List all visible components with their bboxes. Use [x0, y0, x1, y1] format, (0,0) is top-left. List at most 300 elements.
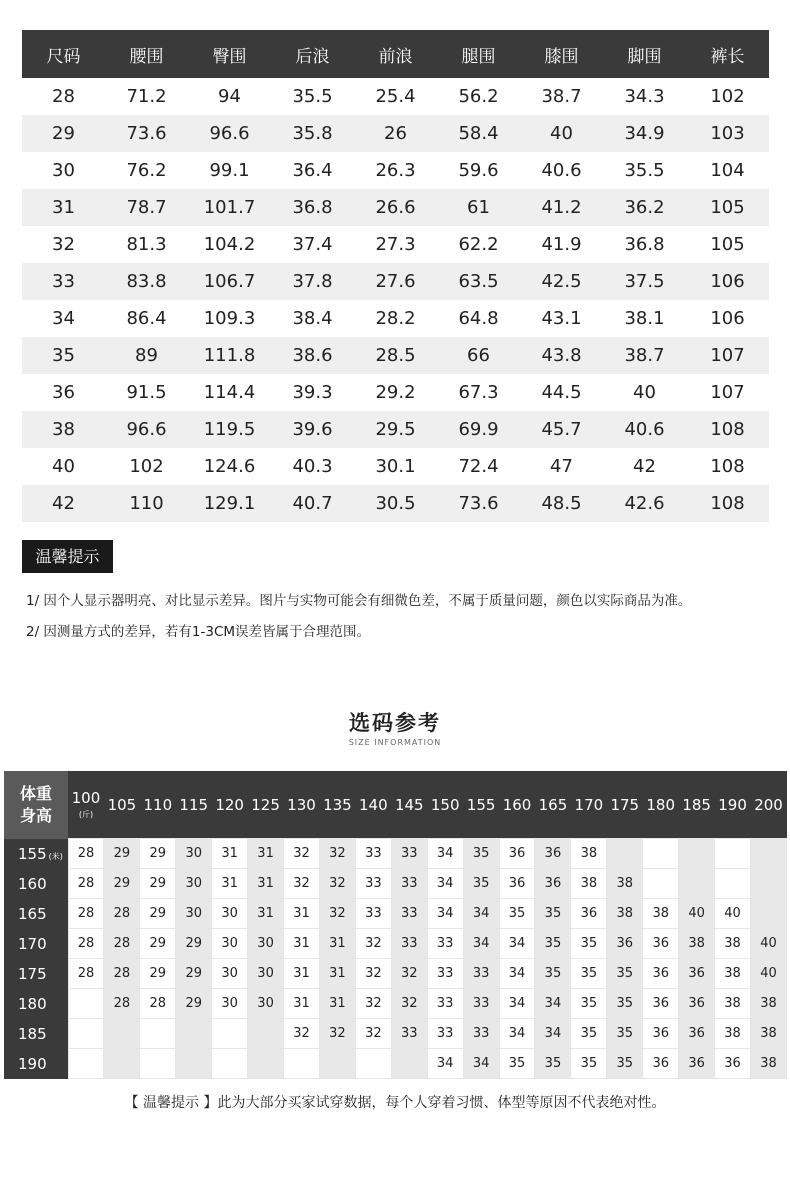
size-chart-cell: 105	[710, 234, 745, 255]
size-chart-cell: 40.3	[292, 456, 333, 477]
weight-header-cell	[284, 771, 320, 839]
weight-unit-label: (斤)	[78, 810, 94, 819]
size-reference-cell: 29	[140, 839, 176, 869]
size-chart-cell: 42.6	[603, 485, 686, 522]
size-reference-cell: 35	[535, 899, 571, 929]
size-reference-cell: 31	[284, 989, 320, 1019]
size-reference-cell	[212, 1019, 248, 1049]
size-reference-cell: 33	[427, 1019, 463, 1049]
weight-value: 130	[287, 795, 316, 814]
weight-header-cell	[571, 771, 607, 839]
size-chart-row	[22, 300, 769, 337]
size-reference-cell: 32	[284, 839, 320, 869]
size-chart-cell: 26.6	[354, 189, 437, 226]
height-row	[4, 869, 787, 899]
size-reference-cell: 30	[248, 929, 284, 959]
size-chart-cell: 29	[22, 115, 105, 152]
size-reference-cell: 30	[248, 959, 284, 989]
size-chart-table	[22, 30, 769, 522]
size-reference-cell: 32	[319, 1019, 355, 1049]
height-value: 165	[18, 904, 47, 923]
size-chart-row	[22, 189, 769, 226]
weight-header-cell	[176, 771, 212, 839]
size-chart-cell: 28.2	[375, 308, 416, 329]
size-reference-cell: 32	[284, 1019, 320, 1049]
size-reference-cell	[751, 899, 787, 929]
height-row	[4, 1049, 787, 1079]
size-chart-cell: 40	[520, 115, 603, 152]
size-chart-cell: 103	[686, 115, 769, 152]
size-reference-cell	[68, 1019, 104, 1049]
weight-value: 110	[143, 795, 173, 814]
size-chart-cell: 38.7	[603, 337, 686, 374]
size-chart-cell: 61	[437, 189, 520, 226]
size-reference-cell: 34	[463, 1049, 499, 1079]
size-chart-cell: 86.4	[126, 308, 167, 329]
size-reference-cell: 33	[391, 929, 427, 959]
weight-value: 185	[682, 795, 711, 814]
weight-value: 145	[394, 795, 424, 814]
size-chart-cell: 66	[437, 337, 520, 374]
height-header-cell	[4, 929, 68, 959]
size-reference-cell: 32	[391, 989, 427, 1019]
size-reference-cell: 35	[607, 1049, 643, 1079]
size-chart-cell: 37.8	[271, 263, 354, 300]
size-chart-cell: 25.4	[375, 86, 416, 107]
weight-height-corner	[4, 771, 68, 839]
size-reference-cell: 34	[499, 929, 535, 959]
size-reference-cell: 30	[212, 899, 248, 929]
size-reference-cell	[643, 839, 679, 869]
size-reference-cell: 38	[751, 1019, 787, 1049]
weight-header-cell	[355, 771, 391, 839]
weight-header-cell	[391, 771, 427, 839]
height-value: 185	[18, 1024, 47, 1043]
size-reference-cell: 28	[68, 899, 104, 929]
size-chart-cell: 56.2	[458, 86, 499, 107]
weight-header-cell	[751, 771, 787, 839]
size-reference-cell: 32	[355, 1019, 391, 1049]
size-chart-header-cell: 腿围	[437, 30, 520, 78]
size-reference-cell: 40	[751, 959, 787, 989]
size-reference-cell: 32	[355, 959, 391, 989]
size-reference-cell: 34	[463, 899, 499, 929]
size-reference-cell: 35	[463, 869, 499, 899]
size-chart-cell: 124.6	[203, 456, 256, 477]
weight-header-cell	[140, 771, 176, 839]
size-reference-cell: 33	[391, 869, 427, 899]
size-chart-cell: 76.2	[126, 160, 167, 181]
size-reference-cell: 28	[68, 839, 104, 869]
weight-header-cell	[715, 771, 751, 839]
size-reference-cell: 36	[679, 1049, 715, 1079]
height-unit-label: (米)	[48, 851, 63, 861]
weight-header-cell	[427, 771, 463, 839]
size-chart-cell: 67.3	[458, 382, 499, 403]
size-chart-header-cell: 脚围	[603, 30, 686, 78]
size-reference-cell: 35	[571, 1049, 607, 1079]
weight-header-cell	[463, 771, 499, 839]
height-row	[4, 899, 787, 929]
size-chart-cell: 73.6	[105, 115, 188, 152]
size-reference-cell: 33	[391, 899, 427, 929]
weight-value: 150	[430, 795, 460, 814]
height-value: 160	[18, 874, 47, 893]
size-chart-cell: 40	[52, 456, 75, 477]
size-reference-cell	[104, 1019, 140, 1049]
size-chart-cell: 26	[354, 115, 437, 152]
size-chart-cell: 101.7	[188, 189, 271, 226]
size-reference-cell: 38	[715, 929, 751, 959]
height-row	[4, 959, 787, 989]
weight-header-cell	[535, 771, 571, 839]
size-chart-cell: 35	[22, 337, 105, 374]
size-reference-cell: 28	[68, 869, 104, 899]
size-chart-cell: 89	[105, 337, 188, 374]
size-reference-cell: 32	[319, 839, 355, 869]
weight-header-cell	[248, 771, 284, 839]
tip-line-2: 2/ 因测量方式的差异，若有1-3CM误差皆属于合理范围。	[26, 624, 371, 640]
size-reference-cell	[679, 839, 715, 869]
size-chart-row	[22, 485, 769, 522]
size-chart-cell: 37.5	[603, 263, 686, 300]
size-reference-cell: 36	[679, 1019, 715, 1049]
size-reference-cell: 38	[715, 1019, 751, 1049]
weight-value: 165	[538, 795, 568, 814]
size-reference-cell: 31	[212, 839, 248, 869]
size-reference-cell	[248, 1049, 284, 1079]
size-reference-cell: 35	[571, 1019, 607, 1049]
size-reference-cell: 38	[715, 989, 751, 1019]
size-chart-row	[22, 448, 769, 485]
size-chart-cell: 104	[710, 160, 745, 181]
size-reference-cell: 36	[607, 929, 643, 959]
size-chart-cell: 114.4	[203, 382, 256, 403]
size-reference-cell	[715, 869, 751, 899]
weight-header-cell	[319, 771, 355, 839]
size-chart-cell: 26.3	[375, 160, 416, 181]
size-chart-header-cell: 臀围	[188, 30, 271, 78]
size-reference-cell	[176, 1019, 212, 1049]
height-row	[4, 929, 787, 959]
size-chart-cell: 34	[52, 308, 75, 329]
size-chart-cell: 32	[52, 234, 75, 255]
size-chart-cell: 78.7	[105, 189, 188, 226]
size-reference-cell: 38	[571, 869, 607, 899]
size-reference-cell: 33	[463, 1019, 499, 1049]
size-chart-cell: 36.8	[624, 234, 665, 255]
size-reference-cell: 31	[248, 899, 284, 929]
size-chart-cell: 108	[686, 485, 769, 522]
size-chart-cell: 91.5	[126, 382, 167, 403]
size-reference-cell	[607, 839, 643, 869]
height-row	[4, 839, 787, 869]
height-row	[4, 989, 787, 1019]
size-chart-cell: 107	[686, 337, 769, 374]
size-reference-cell: 31	[284, 959, 320, 989]
size-chart-cell: 38	[22, 411, 105, 448]
size-reference-cell: 31	[284, 899, 320, 929]
size-reference-cell: 28	[104, 989, 140, 1019]
size-reference-cell: 36	[715, 1049, 751, 1079]
size-reference-cell: 38	[679, 929, 715, 959]
size-reference-cell: 30	[176, 869, 212, 899]
size-chart-cell: 110	[105, 485, 188, 522]
size-reference-cell	[104, 1049, 140, 1079]
size-reference-cell	[176, 1049, 212, 1079]
size-chart-row	[22, 115, 769, 152]
size-chart-header-row	[22, 30, 769, 78]
size-reference-cell: 29	[140, 899, 176, 929]
size-chart-cell: 71.2	[126, 86, 167, 107]
size-reference-cell: 38	[607, 899, 643, 929]
size-chart-cell: 28.5	[354, 337, 437, 374]
size-reference-cell: 33	[391, 1019, 427, 1049]
size-chart-cell: 34.3	[624, 86, 665, 107]
size-reference-cell: 36	[571, 899, 607, 929]
size-reference-cell: 35	[535, 929, 571, 959]
weight-value: 125	[251, 795, 280, 814]
size-reference-cell: 28	[68, 929, 104, 959]
size-chart-cell: 45.7	[520, 411, 603, 448]
size-reference-cell: 36	[535, 869, 571, 899]
size-reference-cell: 36	[679, 989, 715, 1019]
size-reference-cell: 33	[355, 839, 391, 869]
size-reference-cell: 33	[355, 899, 391, 929]
size-chart-cell: 35.5	[624, 160, 665, 181]
size-reference-cell	[679, 869, 715, 899]
size-reference-cell: 33	[463, 959, 499, 989]
size-reference-cell	[248, 1019, 284, 1049]
weight-value: 180	[646, 795, 676, 814]
size-reference-cell: 30	[212, 929, 248, 959]
size-chart-cell: 38.1	[624, 308, 665, 329]
size-chart-cell: 111.8	[188, 337, 271, 374]
size-chart-header-cell: 前浪	[354, 30, 437, 78]
size-reference-cell	[319, 1049, 355, 1079]
size-reference-cell: 32	[319, 899, 355, 929]
size-chart-cell: 38.6	[271, 337, 354, 374]
height-header-cell	[4, 989, 68, 1019]
size-reference-cell: 35	[571, 989, 607, 1019]
size-reference-cell: 35	[499, 899, 535, 929]
size-reference-cell: 35	[535, 1049, 571, 1079]
size-chart-cell: 42	[22, 485, 105, 522]
size-reference-cell: 29	[140, 959, 176, 989]
size-reference-table	[4, 771, 787, 1079]
size-chart-cell: 41.2	[520, 189, 603, 226]
size-reference-cell: 34	[499, 989, 535, 1019]
size-reference-cell: 34	[535, 989, 571, 1019]
size-reference-cell: 31	[284, 929, 320, 959]
weight-header-cell	[104, 771, 140, 839]
size-reference-cell: 38	[571, 839, 607, 869]
size-chart-cell: 33	[22, 263, 105, 300]
size-chart-cell: 96.6	[105, 411, 188, 448]
size-chart-cell: 69.9	[437, 411, 520, 448]
reference-title: 选码参考	[349, 711, 441, 735]
size-reference-cell: 34	[427, 1049, 463, 1079]
size-reference-cell: 35	[463, 839, 499, 869]
weight-value: 175	[610, 795, 640, 814]
size-reference-cell: 33	[355, 869, 391, 899]
size-reference-cell: 33	[391, 839, 427, 869]
size-reference-cell: 33	[463, 989, 499, 1019]
size-chart-cell: 104.2	[203, 234, 256, 255]
weight-value: 155	[466, 795, 496, 814]
size-chart-row	[22, 411, 769, 448]
size-chart-cell: 27.6	[354, 263, 437, 300]
size-chart-cell: 40.6	[541, 160, 582, 181]
size-chart-cell: 36	[52, 382, 75, 403]
size-chart-cell: 30.5	[354, 485, 437, 522]
corner-height-label: 身高	[19, 805, 52, 825]
size-reference-cell: 36	[643, 929, 679, 959]
size-chart-cell: 108	[686, 411, 769, 448]
size-chart-cell: 27.3	[375, 234, 416, 255]
size-reference-cell: 38	[607, 869, 643, 899]
size-reference-cell: 29	[140, 869, 176, 899]
weight-header-cell	[643, 771, 679, 839]
height-header-cell	[4, 839, 68, 869]
size-chart-cell: 73.6	[437, 485, 520, 522]
size-chart-row	[22, 226, 769, 263]
size-chart-row	[22, 152, 769, 189]
size-chart-cell: 129.1	[188, 485, 271, 522]
size-chart-cell: 41.9	[541, 234, 582, 255]
size-reference-cell: 31	[319, 959, 355, 989]
size-reference-cell: 31	[212, 869, 248, 899]
height-value: 170	[18, 934, 47, 953]
height-header-cell	[4, 959, 68, 989]
size-chart-cell: 106	[686, 263, 769, 300]
size-reference-cell: 34	[427, 869, 463, 899]
tips-badge: 温馨提示	[22, 540, 113, 573]
size-reference-cell: 30	[176, 839, 212, 869]
size-reference-cell: 35	[607, 959, 643, 989]
size-reference-cell: 35	[571, 959, 607, 989]
size-chart-cell: 28	[52, 86, 75, 107]
size-reference-cell: 32	[355, 929, 391, 959]
size-reference-cell: 32	[319, 869, 355, 899]
size-chart-cell: 99.1	[209, 160, 250, 181]
size-reference-cell	[140, 1019, 176, 1049]
size-chart-cell: 94	[218, 86, 241, 107]
weight-value: 160	[502, 795, 532, 814]
weight-value: 120	[215, 795, 244, 814]
size-reference-cell: 30	[212, 959, 248, 989]
weight-value: 100	[71, 789, 101, 807]
size-reference-cell: 29	[176, 959, 212, 989]
height-row	[4, 1019, 787, 1049]
size-chart-cell: 36.4	[292, 160, 333, 181]
size-chart-cell: 108	[710, 456, 745, 477]
size-chart-cell: 47	[550, 456, 573, 477]
size-chart-cell: 64.8	[458, 308, 499, 329]
size-chart-cell: 36.8	[271, 189, 354, 226]
size-chart-row	[22, 337, 769, 374]
size-chart-cell: 40.7	[271, 485, 354, 522]
size-chart-cell: 58.4	[437, 115, 520, 152]
size-reference-cell: 31	[248, 869, 284, 899]
corner-weight-label: 体重	[19, 783, 52, 803]
size-reference-cell: 36	[499, 869, 535, 899]
weight-value: 190	[718, 795, 747, 814]
size-reference-cell	[68, 1049, 104, 1079]
size-reference-cell: 35	[535, 959, 571, 989]
size-chart-cell: 42	[633, 456, 656, 477]
size-reference-cell: 31	[248, 839, 284, 869]
size-chart-cell: 30	[52, 160, 75, 181]
size-reference-cell: 33	[427, 959, 463, 989]
size-reference-cell: 29	[176, 929, 212, 959]
size-reference-cell: 38	[751, 989, 787, 1019]
size-chart-cell: 72.4	[458, 456, 499, 477]
tip-line-1: 1/ 因个人显示器明亮、对比显示差异。图片与实物可能会有细微色差，不属于质量问题，颜色以实际商品为准。	[26, 593, 692, 609]
size-reference-cell: 32	[284, 869, 320, 899]
size-chart-cell: 106	[710, 308, 745, 329]
size-reference-cell: 32	[355, 989, 391, 1019]
weight-value: 140	[359, 795, 388, 814]
size-reference-cell	[391, 1049, 427, 1079]
size-reference-cell: 35	[607, 989, 643, 1019]
height-header-cell	[4, 869, 68, 899]
size-chart-cell: 40	[633, 382, 656, 403]
size-chart-cell: 48.5	[520, 485, 603, 522]
size-reference-cell: 40	[679, 899, 715, 929]
weight-value: 105	[107, 795, 137, 814]
size-reference-cell: 29	[104, 869, 140, 899]
weight-header-cell	[679, 771, 715, 839]
height-value: 175	[18, 964, 47, 983]
height-header-cell	[4, 1049, 68, 1079]
size-reference-cell	[140, 1049, 176, 1079]
size-chart-cell: 83.8	[105, 263, 188, 300]
size-reference-cell: 28	[68, 959, 104, 989]
size-reference-cell: 38	[751, 1049, 787, 1079]
size-reference-cell	[68, 989, 104, 1019]
size-reference-cell: 29	[176, 989, 212, 1019]
size-chart-cell: 43.8	[520, 337, 603, 374]
size-reference-cell: 33	[427, 989, 463, 1019]
size-chart-cell: 29.2	[375, 382, 416, 403]
size-chart-cell: 38.4	[292, 308, 333, 329]
size-chart-header-cell: 裤长	[686, 30, 769, 78]
size-reference-cell: 36	[643, 1049, 679, 1079]
height-value: 180	[18, 994, 47, 1013]
size-chart-header-cell: 膝围	[520, 30, 603, 78]
size-reference-cell: 38	[715, 959, 751, 989]
size-chart-cell: 43.1	[541, 308, 582, 329]
size-reference-cell: 40	[751, 929, 787, 959]
size-reference-cell: 31	[319, 929, 355, 959]
size-reference-cell: 29	[140, 929, 176, 959]
size-chart-cell: 109.3	[203, 308, 256, 329]
size-chart-cell: 119.5	[188, 411, 271, 448]
size-reference-cell	[715, 839, 751, 869]
size-reference-cell	[212, 1049, 248, 1079]
weight-header-cell	[68, 771, 104, 839]
size-chart-row	[22, 78, 769, 115]
size-chart-cell: 39.3	[292, 382, 333, 403]
size-chart-cell: 34.9	[603, 115, 686, 152]
size-reference-cell: 36	[643, 1019, 679, 1049]
size-chart-cell: 39.6	[271, 411, 354, 448]
size-reference-cell: 28	[104, 929, 140, 959]
size-chart-cell: 63.5	[437, 263, 520, 300]
size-reference-cell: 36	[679, 959, 715, 989]
size-reference-cell: 40	[715, 899, 751, 929]
